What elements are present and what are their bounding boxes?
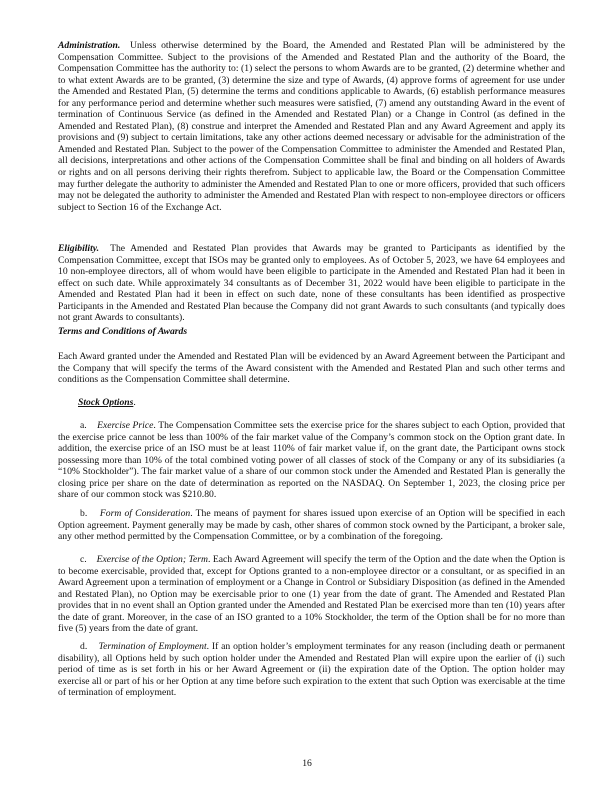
eligibility-text: The Amended and Restated Plan provides that Awards may be granted to Participants as identified by the Compensation Committee, except that ISOs may be granted only to employees. As of October 5, 2023, we have 64 employees and 10 non-employee directors, all of whom would have been eligible to participate in the Amended and Restated Plan had it been in effect on such date. While approximately 34 consultants as of December 31, 2022 would have been eligible to participate in the Amended and Restated Plan had it been in effect on such date, none of these consultants has been identified as prospective Participants in the Amended and Restated Plan because the Company did not grant Awards to such consultants (and typically does not grant Awards to consultants).: [58, 243, 565, 324]
administration-text: Unless otherwise determined by the Board, the Amended and Restated Plan will be administered by the Compensation Committee. Subject to the provisions of the Amended and Restated Plan and the authority of the Board, the Compensation Committee has the authority to: (1) select the persons to whom Awards are to be granted, (2) determine whether and to what extent Awards are to be granted, (3) determine the size and type of Awards, (4) approve forms of agreement for use under the Amended and Restated Plan, (5) determine the terms and conditions applicable to Awards, (6) establish performance measures for any performance period and determine whether such measures were satisfied, (7) amend any outstanding Award in the event of termination of Continuous Service (as defined in the Amended and Restated Plan) or a Change in Control (as defined in the Amended and Restated Plan), (8) construe and interpret the Amended and Restated Plan and any Award Agreement and apply its provisions and (9) subject to certain limitations, take any other actions deemed necessary or advisable for the administration of the Amended and Restated Plan. Subject to the power of the Compensation Committee to administer the Amended and Restated Plan, all decisions, interpretations and other actions of the Compensation Committee shall be final and binding on all holders of Awards or rights and on all persons deriving their rights therefrom. Subject to applicable law, the Board or the Compensation Committee may further delegate the authority to administer the Amended and Restated Plan to one or more officers, provided that such officers may not be delegated the authority to administer the Amended and Restated Plan with respect to non-employee directors or officers subject to Section 16 of the Exchange Act.: [58, 40, 566, 213]
item-title: Exercise of the Option; Term: [96, 554, 208, 565]
stock-options-heading: [78, 397, 136, 409]
item-text: . The Compensation Committee sets the exercise price for the shares subject to each Option, provided that the exercise price cannot be less than 100% of the fair market value of the Company’s common stock on the Option grant date. In addition, the exercise price of an ISO must be at least 110% of fair market value if, on the grant date, the Participant owns stock possessing more than 10% of the total combined voting power of all classes of stock of the Company or any of its subsidiaries (a “10% Stockholder”). The fair market value of a share of our common stock under the Amended and Restated Plan is generally the closing price per share on the date of determination as reported on the NASDAQ. On September 1, 2023, the closing price per share of our common stock was $210.80.: [58, 420, 565, 501]
option-item-b: [58, 508, 565, 543]
terms-heading: Terms and Conditions of Awards: [58, 326, 188, 337]
administration-paragraph: [58, 40, 565, 213]
item-marker: a.: [80, 420, 87, 431]
terms-paragraph: Each Award granted under the Amended and Restated Plan will be evidenced by an Award Agreement between the Participant and the Company that will specify the terms of the Award consistent with the Amended and Restated Plan and such other terms and conditions as the Compensation Committee shall determine.: [58, 351, 565, 386]
eligibility-heading: Eligibility.: [58, 243, 100, 254]
item-title: Form of Consideration: [99, 508, 191, 519]
stock-options-title: Stock Options: [78, 397, 134, 408]
item-title: Exercise Price: [97, 420, 154, 431]
item-text: . If an option holder’s employment terminates for any reason (including death or permanent disability), all Options held by such option holder under the Amended and Restated Plan will expire upon the earlier of (i) such period of time as is set forth in his or her Award Agreement or (ii) the expiration date of the Option. The option holder may exercise all or part of his or her Option at any time before such expiration to the extent that such Option was exercisable at the time of termination of employment.: [58, 641, 566, 699]
item-title: Termination of Employment: [98, 641, 207, 652]
stock-options-period: .: [133, 397, 136, 408]
item-text: . The means of payment for shares issued upon exercise of an Option will be specified in each Option agreement. Payment generally may be made by cash, other shares of common stock owned by the Participant, a broker sale, any other method permitted by the Compensation Committee, or by a combination of the foregoing.: [58, 508, 566, 543]
option-item-c: [58, 554, 565, 635]
page-number: 16: [302, 758, 312, 769]
item-text: . Each Award Agreement will specify the term of the Option and the date when the Option is to become exercisable, provided that, except for Options granted to a non-employee director or a consultant, or as specified in an Award Agreement upon a termination of employment or a Change in Control or Subsidiary Disposition (as defined in the Amended and Restated Plan), no Option may be exercisable prior to one (1) year from the date of grant. The Amended and Restated Plan provides that in no event shall an Option granted under the Amended and Restated Plan be exercised more than ten (10) years after the date of grant. Moreover, in the case of an ISO granted to a 10% Stockholder, the term of the Option shall be for no more than five (5) years from the date of grant.: [58, 554, 565, 635]
option-item-d: [58, 641, 565, 699]
administration-heading: Administration.: [58, 40, 121, 51]
item-marker: c.: [80, 554, 87, 565]
item-marker: d.: [80, 641, 88, 652]
eligibility-paragraph: [58, 243, 565, 324]
option-item-a: [58, 420, 565, 501]
item-marker: b.: [80, 508, 88, 519]
